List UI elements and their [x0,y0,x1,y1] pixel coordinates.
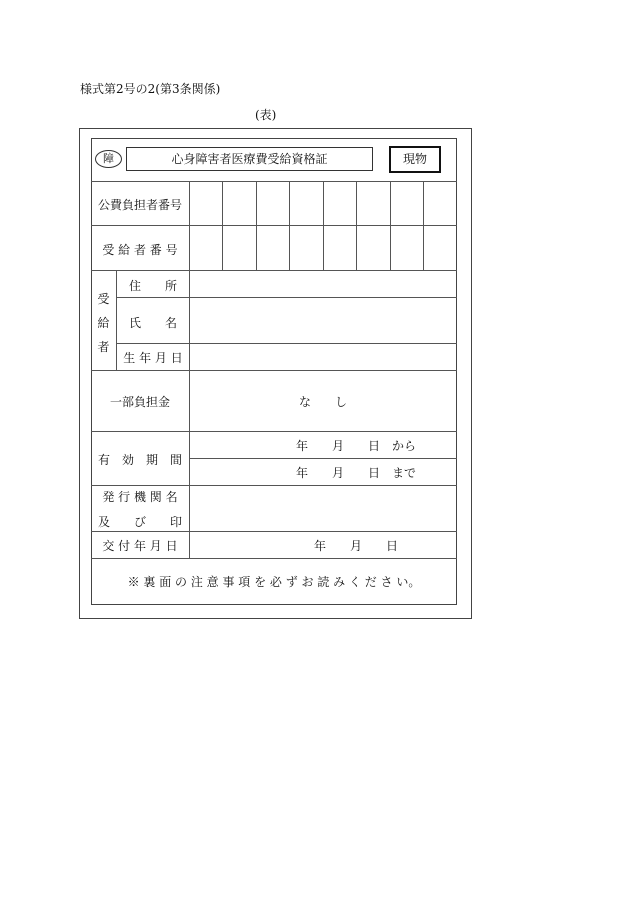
rule-title [91,181,457,182]
form-number: 様式第2号の2(第3条関係) [80,82,221,96]
payer-number-label: 公費負担者番号 [97,198,182,212]
recipient-group-divider [116,270,117,370]
copay-label: 一部負担金 [109,395,170,409]
rule-address [116,297,457,298]
rule-validity [91,485,457,486]
recipient-group-char-1: 受 [97,292,110,306]
rule-payer [91,225,457,226]
issuer-label-line2: 及 び 印 [97,515,182,529]
rule-issuer [91,531,457,532]
digit-divider [423,181,424,270]
certificate-title: 心身障害者医療費受給資格証 [126,147,373,171]
birthdate-label: 生 年 月 日 [123,351,183,365]
recipient-group-char-3: 者 [97,340,110,354]
validity-from: 年 月 日 から [296,439,417,453]
digit-divider [256,181,257,270]
recipient-group-char-2: 給 [97,316,110,330]
digit-divider [356,181,357,270]
issue-date-value: 年 月 日 [314,539,399,553]
issuer-label-line1: 発 行 機 関 名 [102,490,178,504]
side-label: (表) [255,108,277,122]
rule-recipient [91,270,457,271]
digit-divider [289,181,290,270]
rule-validity-mid [189,458,457,459]
validity-to: 年 月 日 まで [296,466,417,480]
validity-label: 有 効 期 間 [97,453,182,467]
genbutsu-stamp: 現物 [389,146,441,173]
label-column-divider [189,181,190,558]
recipient-number-label: 受 給 者 番 号 [102,243,178,257]
rule-issue-date [91,558,457,559]
address-label: 住 所 [128,279,177,293]
notice-text: ※ 裏 面 の 注 意 事 項 を 必 ず お 読 み く だ さ い。 [127,575,421,589]
disability-badge: 障 [95,150,122,168]
digit-divider [323,181,324,270]
copay-value: な し [298,395,347,409]
digit-divider [390,181,391,270]
rule-name [116,343,457,344]
issue-date-label: 交 付 年 月 日 [102,539,178,553]
name-label: 氏 名 [128,316,177,330]
digit-divider [222,181,223,270]
rule-birth [91,370,457,371]
rule-copay [91,431,457,432]
